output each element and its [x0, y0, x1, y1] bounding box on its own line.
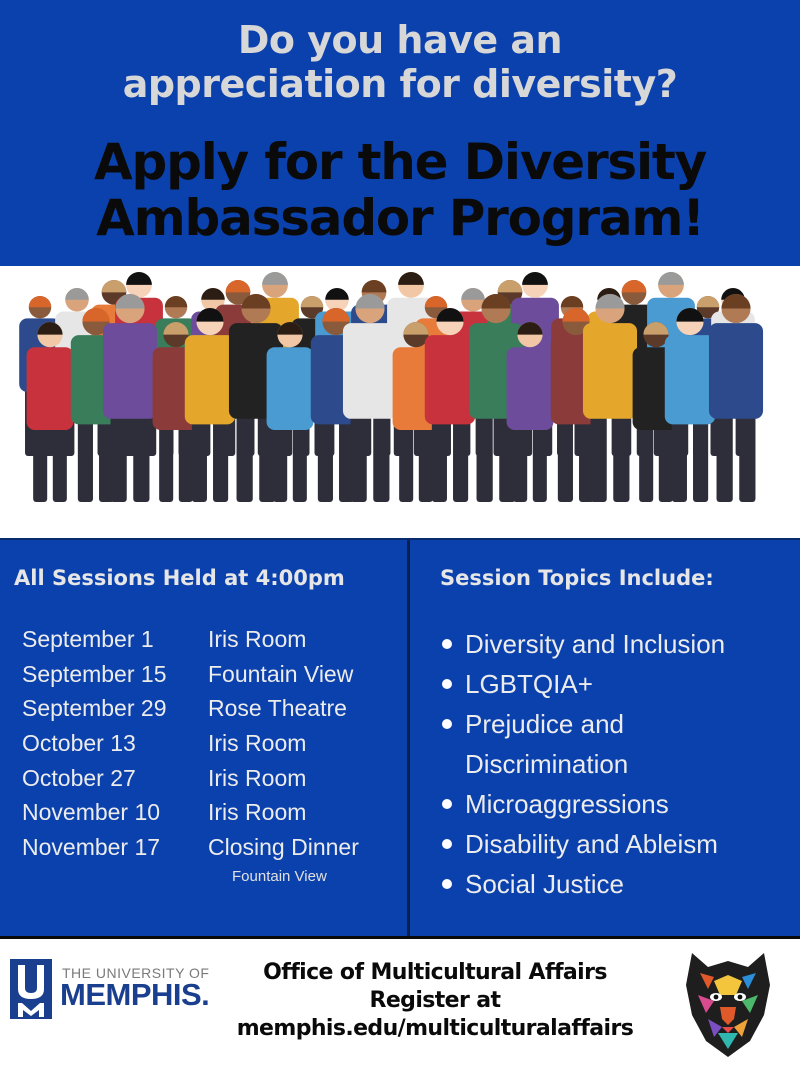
office-info	[205, 959, 665, 1043]
session-location: Iris Room	[208, 799, 307, 826]
info-section	[0, 538, 800, 936]
topic-item	[440, 824, 725, 864]
session-location: Iris Room	[208, 764, 307, 791]
headline-question-line2: appreciation for diversity?	[122, 62, 678, 106]
headline-question-line1: Do you have an	[237, 18, 563, 62]
bullet-icon	[442, 799, 452, 809]
university-name-small: THE UNIVERSITY OF	[62, 965, 210, 981]
footer	[0, 936, 800, 1066]
topic-item	[440, 784, 725, 824]
bullet-icon	[442, 839, 452, 849]
session-date: November 10	[22, 799, 161, 826]
topic-item	[440, 624, 725, 664]
topic-text: Disability and Ableism	[465, 829, 718, 859]
topics-title: Session Topics Include:	[440, 566, 714, 590]
session-date: October 13	[22, 730, 136, 757]
session-location: Closing Dinner	[208, 834, 359, 861]
topic-item	[440, 864, 725, 904]
tiger-head-icon	[678, 945, 778, 1061]
topic-text: Prejudice and	[465, 709, 624, 739]
closing-sublocation: Fountain View	[232, 868, 327, 885]
session-date: November 17	[22, 834, 161, 861]
session-location: Iris Room	[208, 730, 307, 757]
topic-text: LGBTQIA+	[465, 669, 593, 699]
session-location: Fountain View	[208, 660, 354, 687]
bullet-icon	[442, 639, 452, 649]
topic-item	[440, 664, 725, 704]
topic-text: Diversity and Inclusion	[465, 629, 726, 659]
topic-item-continued	[440, 744, 725, 784]
headline-apply	[0, 134, 800, 246]
register-label: Register at	[369, 988, 501, 1013]
session-date: September 15	[22, 660, 167, 687]
session-date: September 29	[22, 695, 167, 722]
diverse-crowd-illustration	[0, 266, 800, 538]
header-banner	[0, 0, 800, 266]
topics-list	[440, 624, 725, 904]
bullet-icon	[442, 879, 452, 889]
bullet-icon	[442, 719, 452, 729]
university-of-memphis-logo-icon	[10, 959, 52, 1019]
office-name: Office of Multicultural Affairs	[263, 960, 607, 985]
topic-text: Discrimination	[465, 749, 629, 779]
column-divider	[407, 540, 410, 938]
sessions-title: All Sessions Held at 4:00pm	[14, 566, 345, 590]
topic-text: Microaggressions	[465, 789, 669, 819]
crowd-figures	[0, 266, 800, 538]
headline-apply-line2: Ambassador Program!	[96, 189, 704, 247]
register-url: memphis.edu/multiculturalaffairs	[236, 1016, 634, 1041]
bullet-icon	[442, 679, 452, 689]
topic-text: Social Justice	[465, 869, 624, 899]
headline-question	[0, 18, 800, 106]
session-location: Iris Room	[208, 626, 307, 652]
session-date: September 1	[22, 626, 154, 652]
session-date: October 27	[22, 764, 136, 791]
headline-apply-line1: Apply for the Diversity	[94, 133, 706, 191]
university-name-large: MEMPHIS.	[60, 977, 210, 1012]
topic-item	[440, 704, 725, 744]
session-location: Rose Theatre	[208, 695, 347, 722]
